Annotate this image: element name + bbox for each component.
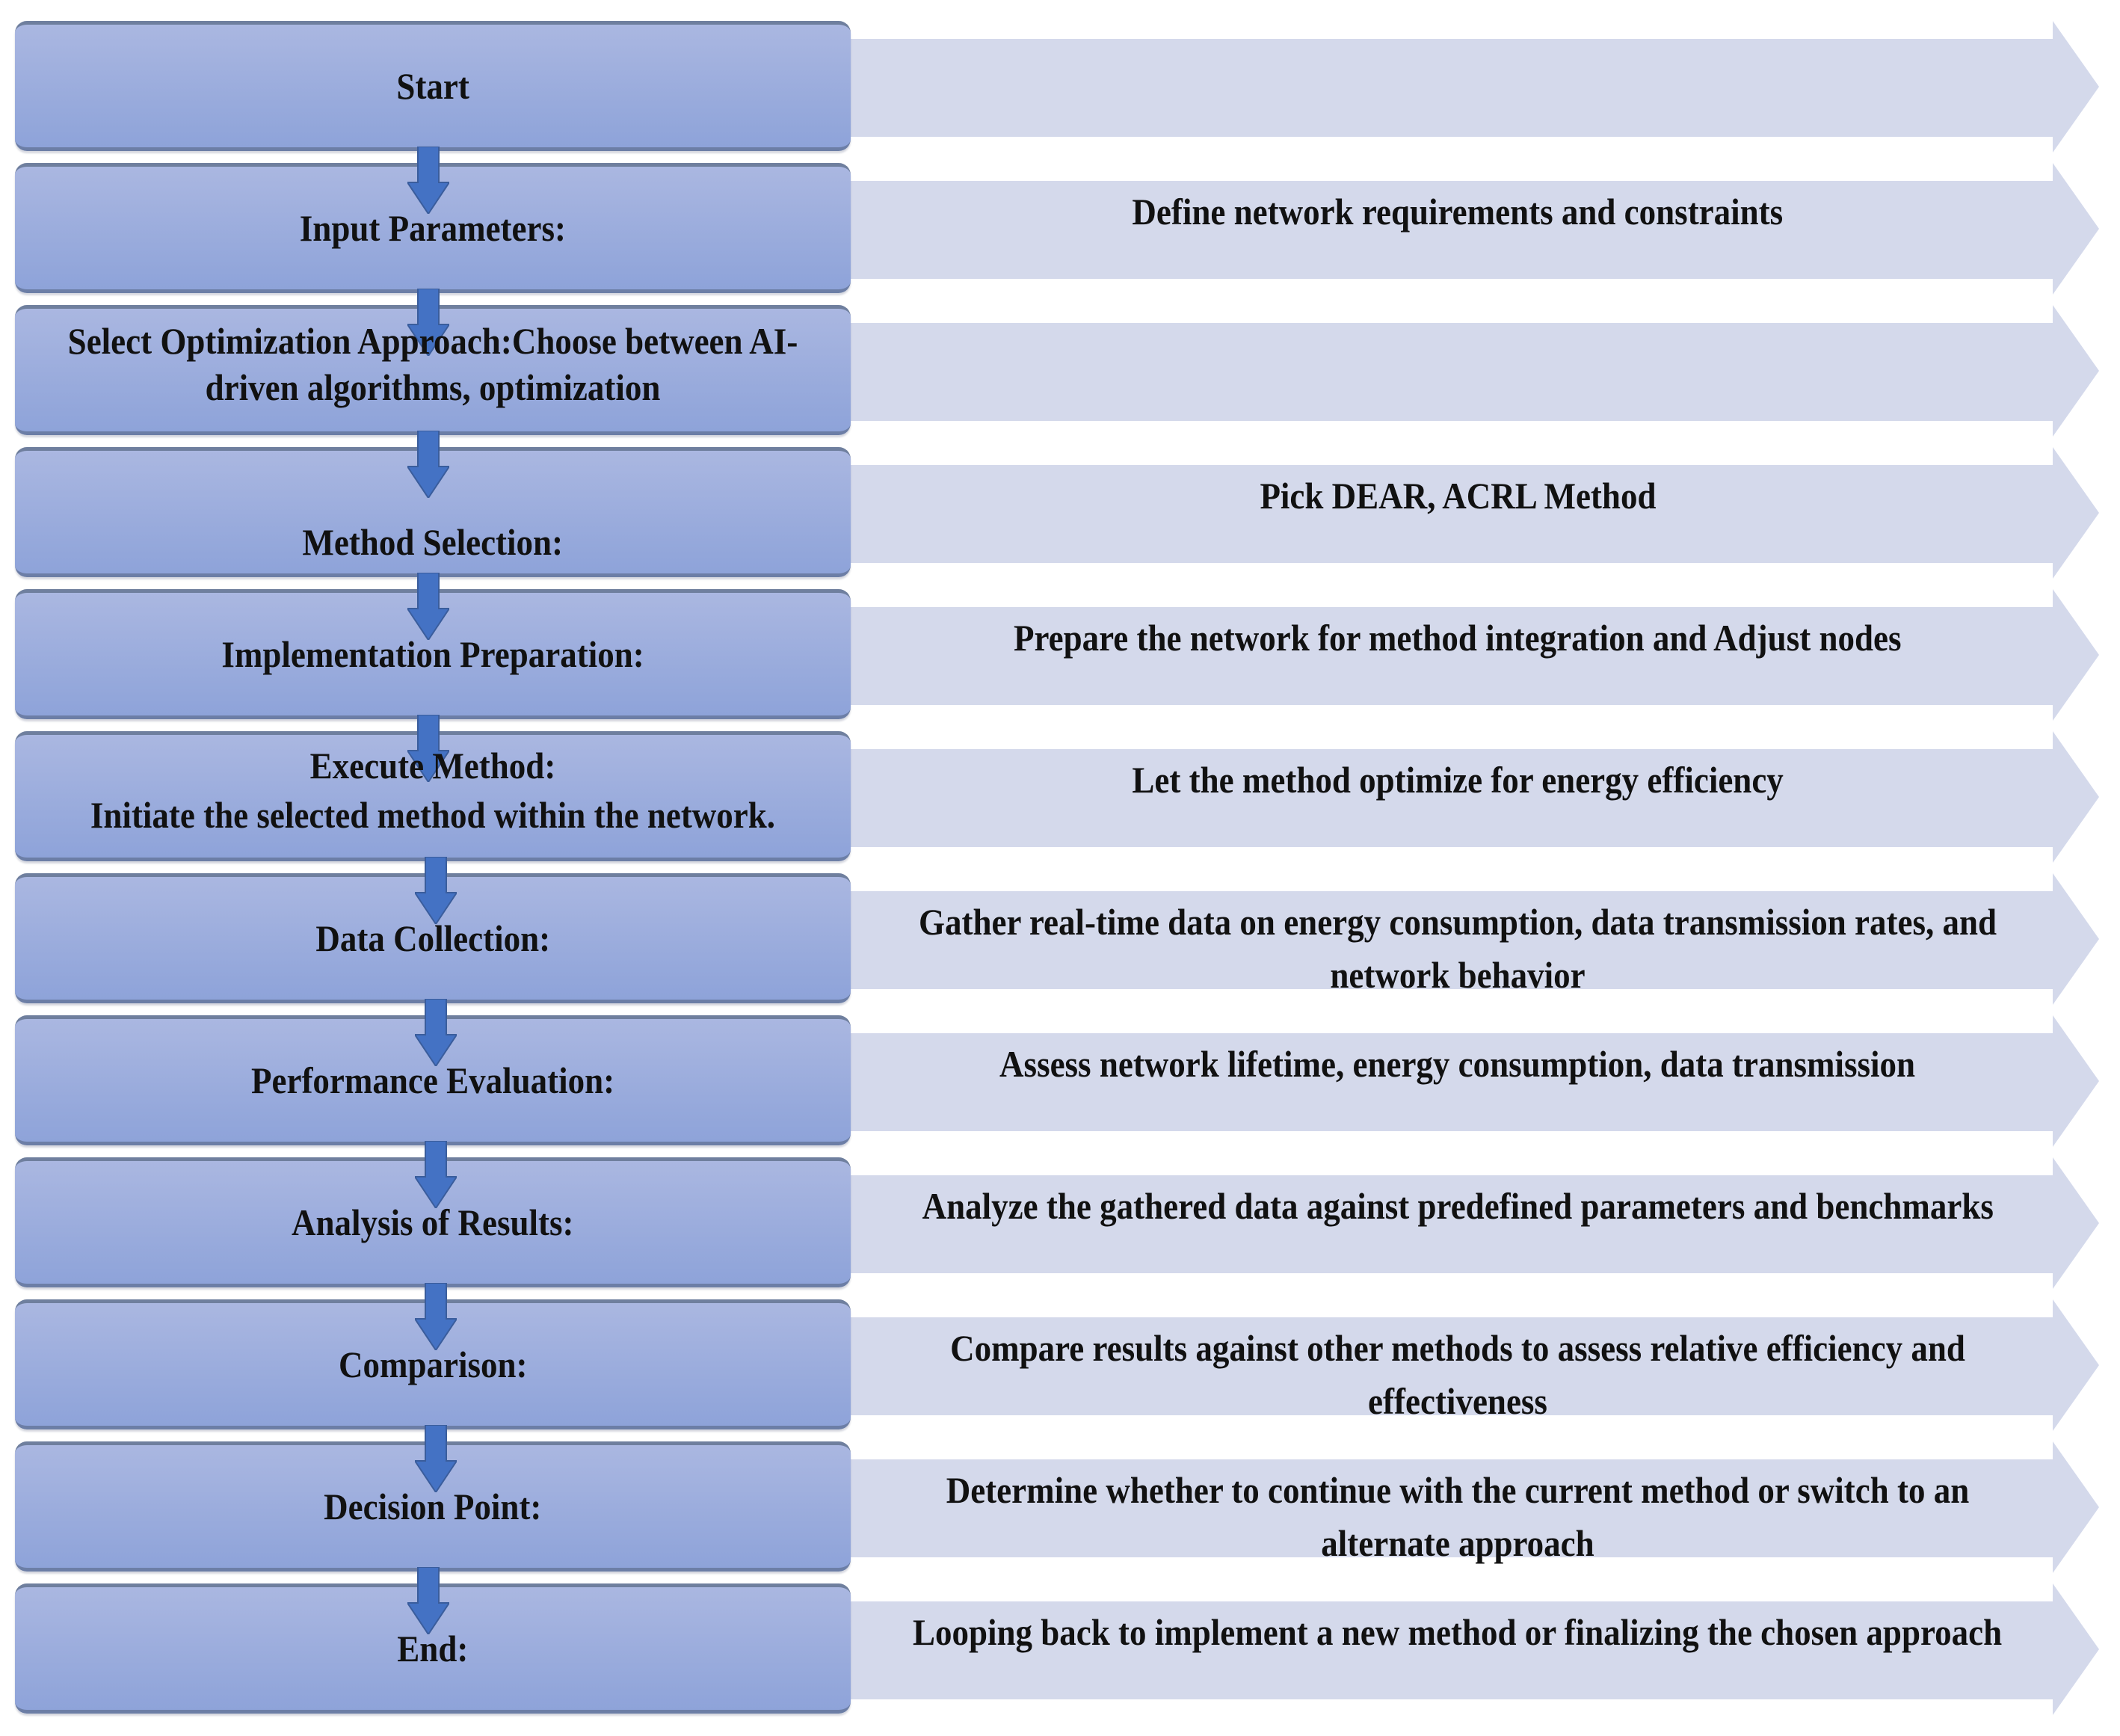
step-description: Analyze the gathered data against predefined parameters and benchmarks [922,1185,1994,1227]
step-description: Assess network lifetime, energy consumption, data transmission [999,1043,1916,1085]
step-description: Pick DEAR, ACRL Method [1259,475,1657,517]
flow-step [0,447,2120,579]
flow-step [0,1299,2120,1431]
step-description: Define network requirements and constraints [1132,191,1784,233]
step-label: Input Parameters: [299,207,567,249]
step-label: Comparison: [338,1343,528,1385]
step-description: Looping back to implement a new method or finalizing the chosen approach [913,1611,2003,1653]
step-label: Implementation Preparation: [221,633,644,675]
flow-step [0,305,2120,437]
flow-step [0,589,2120,721]
flow-step [0,163,2120,295]
step-label: Method Selection: [302,521,564,563]
down-arrow-icon [407,431,449,498]
step-description: Compare results against other methods to assess relative efficiency and effectiveness [950,1327,1965,1422]
step-description: Determine whether to continue with the current method or switch to an alternate approach [946,1469,1970,1564]
step-label: Select Optimization Approach:Choose between AI-driven algorithms, optimization [67,320,798,408]
step-label: Decision Point: [324,1486,542,1527]
step-box [15,305,851,435]
step-label: Execute Method: Initiate the selected method within the network. [90,745,776,836]
flow-step [0,731,2120,863]
step-box [15,21,851,151]
flow-step [0,1015,2120,1147]
flow-step [0,873,2120,1005]
step-label: Start [396,65,469,107]
step-description: Prepare the network for method integration and Adjust nodes [1014,617,1902,659]
step-label: Analysis of Results: [292,1201,574,1243]
flow-step [0,1441,2120,1573]
step-description [852,43,2063,96]
step-description [852,327,2063,381]
step-box [15,731,851,861]
step-label: End: [397,1628,469,1669]
flow-step [0,1157,2120,1289]
step-description: Let the method optimize for energy efficiency [1132,759,1784,801]
step-description: Gather real-time data on energy consumption, data transmission rates, and network behavior [918,901,1997,996]
step-label: Data Collection: [315,917,550,959]
flow-step [0,21,2120,153]
flow-step [0,1583,2120,1715]
step-label: Performance Evaluation: [250,1059,615,1101]
